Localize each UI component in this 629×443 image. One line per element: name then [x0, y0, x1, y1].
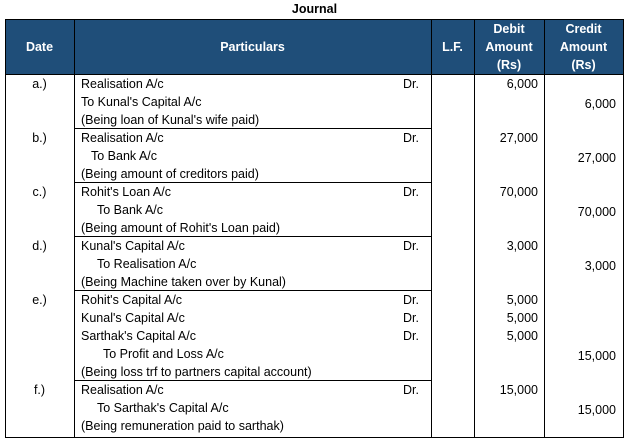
header-date: Date: [5, 19, 74, 74]
entry-date: d.): [32, 239, 47, 253]
debit-amount: 70,000: [499, 185, 538, 199]
header-debit: [474, 19, 544, 74]
debit-account: Realisation A/c: [81, 77, 164, 91]
entry-date: f.): [33, 383, 46, 397]
narration: (Being remuneration paid to sarthak): [81, 419, 284, 433]
credit-account: To Kunal's Capital A/c: [81, 95, 202, 109]
dr-marker: Dr.: [403, 77, 419, 91]
narration: (Being loan of Kunal's wife paid): [81, 113, 260, 127]
credit-account: To Bank A/c: [97, 203, 164, 217]
grid-line: [5, 74, 624, 75]
dr-marker: Dr.: [403, 329, 419, 343]
grid-line: [74, 19, 75, 438]
entry-date: c.): [32, 185, 47, 199]
header-credit: [544, 19, 623, 74]
credit-amount: 6,000: [584, 97, 616, 111]
debit-account: Kunal's Capital A/c: [81, 311, 185, 325]
header-particulars: Particulars: [74, 19, 431, 74]
entry-date: b.): [32, 131, 47, 145]
dr-marker: Dr.: [403, 383, 419, 397]
credit-account: To Profit and Loss A/c: [103, 347, 224, 361]
debit-amount: 5,000: [506, 293, 538, 307]
dr-marker: Dr.: [403, 311, 419, 325]
debit-account: Realisation A/c: [81, 131, 164, 145]
dr-marker: Dr.: [403, 239, 419, 253]
header-debit-line2: Amount: [485, 39, 533, 54]
credit-amount: 15,000: [577, 403, 616, 417]
dr-marker: Dr.: [403, 293, 419, 307]
debit-account: Rohit's Capital A/c: [81, 293, 183, 307]
grid-line: [5, 19, 624, 20]
debit-amount: 3,000: [506, 239, 538, 253]
credit-account: To Realisation A/c: [97, 257, 197, 271]
credit-account: To Bank A/c: [91, 149, 158, 163]
entry-separator: [74, 236, 431, 237]
entry-separator: [74, 380, 431, 381]
dr-marker: Dr.: [403, 185, 419, 199]
debit-amount: 15,000: [499, 383, 538, 397]
grid-line: [544, 19, 545, 438]
debit-account: Realisation A/c: [81, 383, 164, 397]
narration: (Being Machine taken over by Kunal): [81, 275, 286, 289]
narration: (Being amount of Rohit's Loan paid): [81, 221, 281, 235]
header-debit-line1: Debit: [493, 21, 525, 36]
narration: (Being loss trf to partners capital account): [81, 365, 312, 379]
debit-amount: 5,000: [506, 329, 538, 343]
grid-line: [623, 19, 624, 438]
header-credit-line3: (Rs): [571, 57, 596, 72]
header-lf: L.F.: [431, 19, 474, 74]
grid-line: [5, 437, 624, 438]
credit-amount: 3,000: [584, 259, 616, 273]
entry-separator: [74, 182, 431, 183]
narration: (Being amount of creditors paid): [81, 167, 259, 181]
header-credit-line1: Credit: [565, 21, 602, 36]
dr-marker: Dr.: [403, 131, 419, 145]
entry-separator: [74, 128, 431, 129]
debit-amount: 27,000: [499, 131, 538, 145]
debit-account: Kunal's Capital A/c: [81, 239, 185, 253]
entry-date: e.): [32, 293, 47, 307]
credit-account: To Sarthak's Capital A/c: [97, 401, 229, 415]
credit-amount: 27,000: [577, 151, 616, 165]
debit-amount: 6,000: [506, 77, 538, 91]
entry-separator: [74, 290, 431, 291]
entry-date: a.): [32, 77, 47, 91]
debit-account: Sarthak's Capital A/c: [81, 329, 196, 343]
grid-line: [431, 19, 432, 438]
credit-amount: 70,000: [577, 205, 616, 219]
header-credit-line2: Amount: [559, 39, 608, 54]
debit-amount: 5,000: [506, 311, 538, 325]
journal-title: Journal: [291, 2, 338, 16]
header-debit-line3: (Rs): [496, 57, 522, 72]
debit-account: Rohit's Loan A/c: [81, 185, 171, 199]
credit-amount: 15,000: [577, 349, 616, 363]
